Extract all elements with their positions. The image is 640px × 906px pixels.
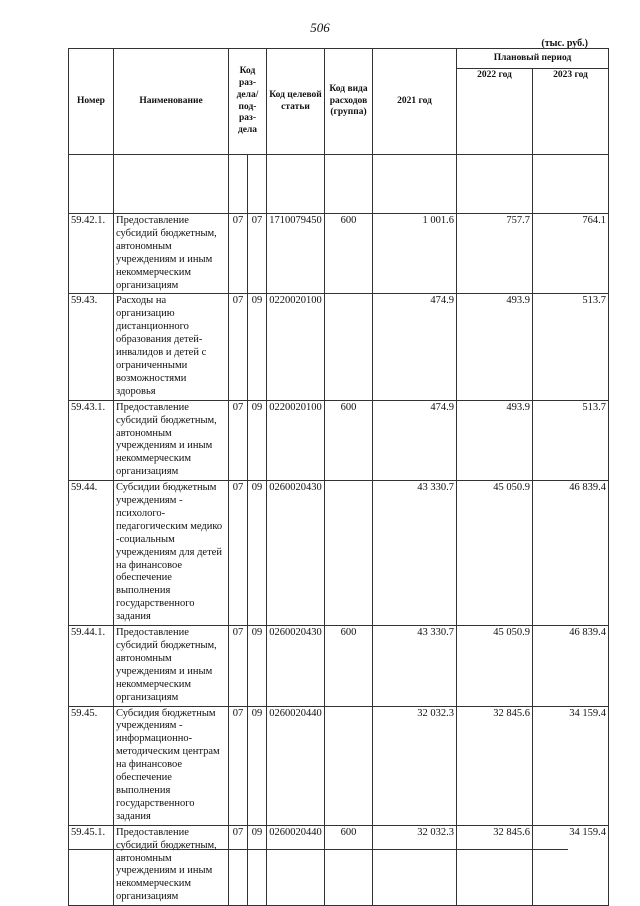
- row-section-code: 07: [229, 825, 248, 905]
- row-amount-2021: 1 001.6: [373, 214, 457, 294]
- table-row: [69, 294, 609, 400]
- row-expense-type: 600: [325, 214, 373, 294]
- row-amount-2023: 46 839.4: [533, 626, 609, 706]
- row-subsection-code: 09: [248, 825, 267, 905]
- row-target-code: 0220020100: [267, 400, 325, 480]
- row-subsection-code: 07: [248, 214, 267, 294]
- row-amount-2023: 34 159.4: [533, 825, 609, 905]
- header-expense-type-code: Код вида расходов (группа): [325, 49, 373, 155]
- row-number: 59.44.1.: [69, 626, 114, 706]
- row-amount-2023: 513.7: [533, 400, 609, 480]
- row-expense-type: 600: [325, 825, 373, 905]
- row-expense-type: [325, 706, 373, 825]
- table-row: [69, 825, 609, 905]
- row-amount-2021: 474.9: [373, 400, 457, 480]
- row-amount-2021: 474.9: [373, 294, 457, 400]
- row-number: 59.44.: [69, 481, 114, 626]
- row-target-code: 1710079450: [267, 214, 325, 294]
- table-row: [69, 626, 609, 706]
- row-expense-type: 600: [325, 626, 373, 706]
- row-number: 59.45.1.: [69, 825, 114, 905]
- table-row: [69, 214, 609, 294]
- row-name: Субсидии бюджетным учреждениям - психолого-педагогическим медико -социальным учреждениям для детей на финансовое обеспечение выполнения государственного задания: [114, 481, 229, 626]
- row-expense-type: 600: [325, 400, 373, 480]
- row-target-code: 0260020430: [267, 626, 325, 706]
- row-amount-2022: 493.9: [457, 400, 533, 480]
- table-row: [69, 706, 609, 825]
- row-target-code: 0220020100: [267, 294, 325, 400]
- row-number: 59.43.1.: [69, 400, 114, 480]
- row-section-code: 07: [229, 400, 248, 480]
- row-name: Предоставление субсидий бюджетным, автономным учреждениям и иным некоммерческим организациям: [114, 214, 229, 294]
- row-section-code: 07: [229, 706, 248, 825]
- row-amount-2022: 757.7: [457, 214, 533, 294]
- header-number: Номер: [69, 49, 114, 155]
- table-row: [69, 400, 609, 480]
- row-amount-2023: 34 159.4: [533, 706, 609, 825]
- row-number: 59.43.: [69, 294, 114, 400]
- row-name: Предоставление субсидий бюджетным, автономным учреждениям и иным некоммерческим организациям: [114, 400, 229, 480]
- row-amount-2021: 32 032.3: [373, 706, 457, 825]
- header-target-code: Код целевой статьи: [267, 49, 325, 155]
- row-amount-2023: 764.1: [533, 214, 609, 294]
- row-name: Субсидия бюджетным учреждениям - информационно-методическим центрам на финансовое обеспечение выполнения государственного задания: [114, 706, 229, 825]
- row-number: 59.45.: [69, 706, 114, 825]
- row-section-code: 07: [229, 626, 248, 706]
- header-name: Наименование: [114, 49, 229, 155]
- row-target-code: 0260020440: [267, 706, 325, 825]
- row-subsection-code: 09: [248, 706, 267, 825]
- units-label: (тыс. руб.): [541, 38, 588, 49]
- row-section-code: 07: [229, 214, 248, 294]
- row-target-code: 0260020440: [267, 825, 325, 905]
- row-target-code: 0260020430: [267, 481, 325, 626]
- header-planned-period: Плановый период: [457, 49, 609, 69]
- row-amount-2023: 513.7: [533, 294, 609, 400]
- row-amount-2022: 493.9: [457, 294, 533, 400]
- row-subsection-code: 09: [248, 481, 267, 626]
- header-year-2021: 2021 год: [373, 49, 457, 155]
- budget-table: [68, 48, 609, 906]
- row-name: Расходы на организацию дистанционного образования детей-инвалидов и детей с ограниченными возможностями здоровья: [114, 294, 229, 400]
- row-expense-type: [325, 294, 373, 400]
- row-section-code: 07: [229, 481, 248, 626]
- row-expense-type: [325, 481, 373, 626]
- row-section-code: 07: [229, 294, 248, 400]
- row-amount-2023: 46 839.4: [533, 481, 609, 626]
- row-subsection-code: 09: [248, 294, 267, 400]
- row-amount-2022: 32 845.6: [457, 825, 533, 905]
- row-subsection-code: 09: [248, 400, 267, 480]
- page-number: 506: [310, 20, 330, 35]
- row-subsection-code: 09: [248, 626, 267, 706]
- row-amount-2021: 43 330.7: [373, 481, 457, 626]
- header-year-2022: 2022 год: [457, 69, 533, 155]
- bottom-rule: [68, 849, 568, 850]
- row-amount-2022: 45 050.9: [457, 626, 533, 706]
- row-amount-2022: 45 050.9: [457, 481, 533, 626]
- row-amount-2021: 32 032.3: [373, 825, 457, 905]
- table-row: [69, 481, 609, 626]
- row-amount-2021: 43 330.7: [373, 626, 457, 706]
- table-body: [69, 214, 609, 906]
- row-number: 59.42.1.: [69, 214, 114, 294]
- row-amount-2022: 32 845.6: [457, 706, 533, 825]
- header-section-code: Код раз-дела/ под-раз-дела: [229, 49, 267, 155]
- row-name: Предоставление субсидий бюджетным, автономным учреждениям и иным некоммерческим организациям: [114, 825, 229, 905]
- header-year-2023: 2023 год: [533, 69, 609, 155]
- row-name: Предоставление субсидий бюджетным, автономным учреждениям и иным некоммерческим организациям: [114, 626, 229, 706]
